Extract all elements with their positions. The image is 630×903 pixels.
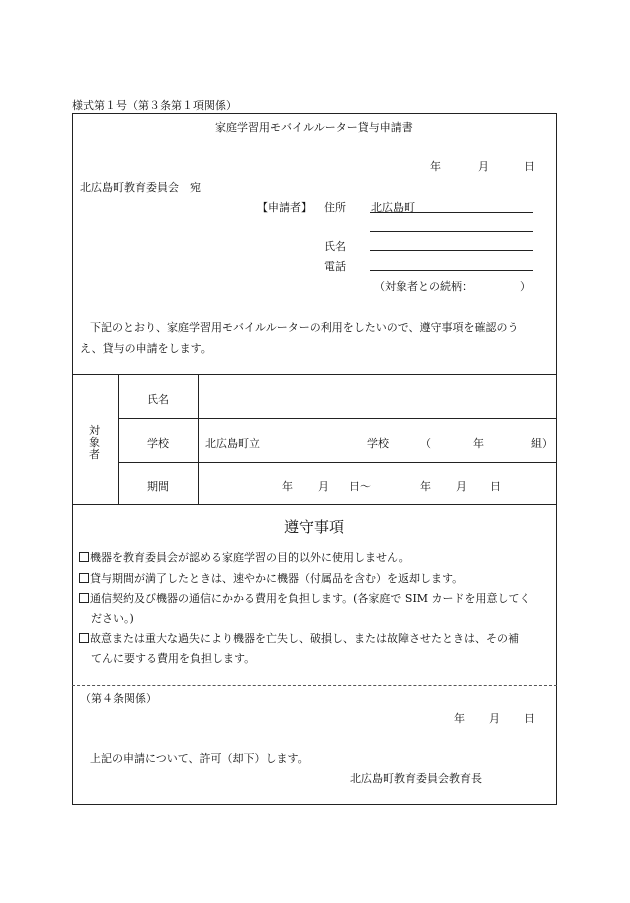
table-row-line-1 — [118, 418, 557, 419]
school-grade: 年 — [473, 437, 484, 450]
period-start-year: 年 — [282, 480, 293, 493]
target-side-label-2: 象 — [89, 436, 100, 449]
date-month: 月 — [478, 160, 489, 173]
school-suffix: 学校 — [367, 437, 389, 450]
target-side-label-1: 対 — [89, 424, 100, 437]
school-prefix: 北広島町立 — [205, 437, 260, 450]
table-bottom — [72, 504, 557, 505]
approval-ref: （第４条関係） — [80, 692, 157, 705]
period-start-day: 日～ — [349, 480, 371, 493]
addressee: 北広島町教育委員会 宛 — [80, 181, 201, 194]
target-side-label-3: 者 — [89, 448, 100, 461]
checkbox-1[interactable] — [79, 552, 89, 562]
period-start-month: 月 — [318, 480, 329, 493]
name-field[interactable] — [370, 250, 533, 251]
checkbox-3[interactable] — [79, 593, 89, 603]
table-row-line-2 — [118, 462, 557, 463]
period-end-year: 年 — [420, 480, 431, 493]
target-name-field[interactable] — [200, 376, 555, 416]
target-name-label: 氏名 — [147, 393, 169, 406]
rule-item-3: 通信契約及び機器の通信にかかる費用を負担します。(各家庭で SIM カードを用意してく — [79, 590, 531, 606]
address-field[interactable]: 北広島町 — [371, 201, 415, 214]
checkbox-4[interactable] — [79, 633, 89, 643]
address-label: 住所 — [324, 201, 346, 214]
checkbox-2[interactable] — [79, 573, 89, 583]
approval-signer: 北広島町教育委員会教育長 — [350, 772, 482, 785]
approval-date-year: 年 — [454, 712, 465, 725]
name-label: 氏名 — [324, 240, 346, 253]
approval-date-day: 日 — [524, 712, 535, 725]
school-class: 組） — [531, 437, 553, 450]
rule-item-4: 故意または重大な過失により機器を亡失し、破損し、または故障させたときは、その補 — [79, 630, 519, 646]
rule-item-4-cont: てんに要する費用を負担します。 — [91, 652, 256, 665]
approval-date-month: 月 — [489, 712, 500, 725]
form-number: 様式第１号（第３条第１項関係） — [72, 99, 237, 112]
applicant-label: 【申請者】 — [257, 201, 312, 214]
phone-label: 電話 — [324, 260, 346, 273]
rule-item-1: 機器を教育委員会が認める家庭学習の目的以外に使用しません。 — [79, 549, 410, 565]
date-year: 年 — [430, 160, 441, 173]
intro-line-1: 下記のとおり、家庭学習用モバイルルーターの利用をしたいので、遵守事項を確認のう — [90, 321, 519, 334]
form-title: 家庭学習用モバイルルーター貸与申請書 — [215, 121, 413, 134]
school-paren-open: （ — [420, 437, 431, 450]
phone-field[interactable] — [370, 270, 533, 271]
table-divider-2 — [198, 374, 199, 505]
rule-item-3-cont: ださい。) — [91, 612, 134, 625]
rules-heading: 遵守事項 — [284, 518, 345, 536]
relation-label: （対象者との続柄： — [374, 280, 473, 293]
target-school-label: 学校 — [147, 437, 169, 450]
table-top — [72, 374, 557, 375]
approval-divider — [72, 685, 557, 686]
table-divider-1 — [118, 374, 119, 505]
address-underline-1 — [370, 212, 533, 213]
relation-close: ） — [520, 280, 531, 293]
period-end-day: 日 — [490, 480, 501, 493]
date-day: 日 — [524, 160, 535, 173]
rule-item-2: 貸与期間が満了したときは、速やかに機器（付属品を含む）を返却します。 — [79, 570, 463, 586]
period-end-month: 月 — [456, 480, 467, 493]
address-underline-2[interactable] — [370, 231, 533, 232]
intro-line-2: え、貸与の申請をします。 — [80, 342, 212, 355]
approval-text: 上記の申請について、許可（却下）します。 — [90, 752, 309, 765]
target-period-label: 期間 — [147, 480, 169, 493]
